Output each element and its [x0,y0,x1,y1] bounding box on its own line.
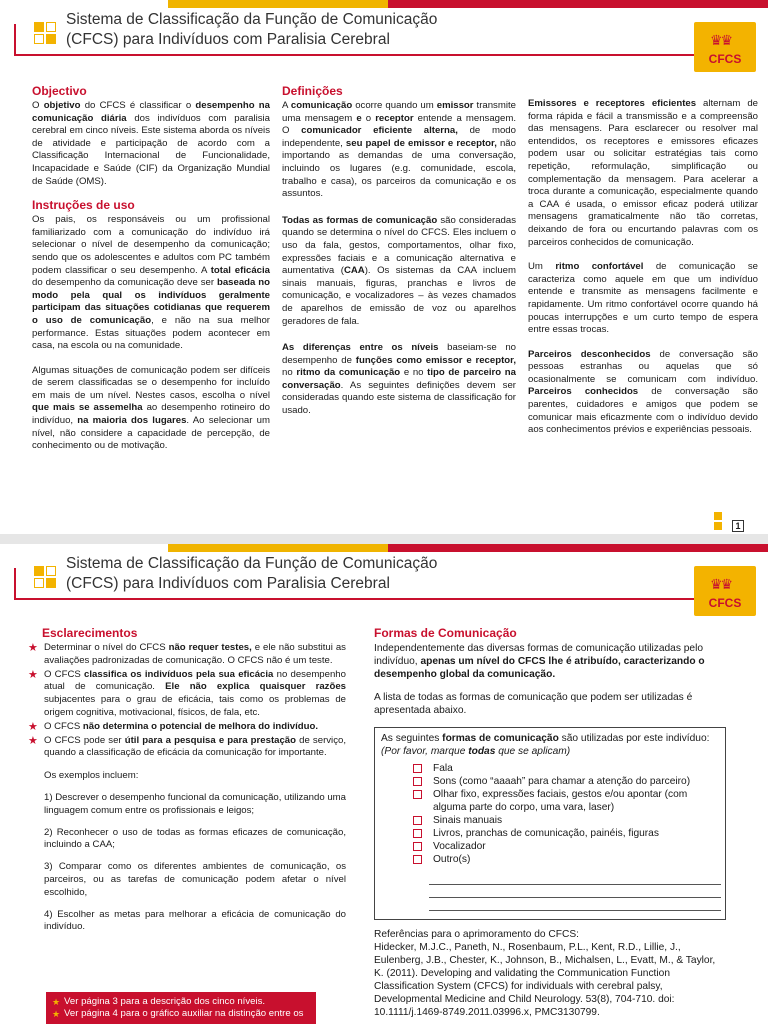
examples-intro: Os exemplos incluem: [44,770,139,782]
page-number-text: 1 [732,520,744,532]
objectivo-text: O objetivo do CFCS é classificar o desempenho na comunicação diária dos indivíduos com paralisia cerebral em cinco níveis. Este sistema aborda os níveis de atividade e participação de acordo com a Classificação Internacional de Funcionalidade, Incapacidade e Saúde (CIF) da Organização Mundial de Saúde (OMS). [32,100,270,187]
formas-list-intro: A lista de todas as formas de comunicação que podem ser utilizadas é apresentada abaixo. [374,692,693,716]
blank-line[interactable] [429,910,721,911]
note-item: ★ Ver página 4 para o gráfico auxiliar na distinção entre os [52,1008,310,1020]
heading-instrucoes: Instruções de uso [32,198,135,213]
header-rule [14,598,754,600]
squares-logo-icon [34,22,58,46]
crown-icon: ♛♛ [710,576,732,592]
column-2 [282,84,516,428]
list-item: ★ Determinar o nível do CFCS não requer testes, e ele não substitui as avaliações padronizadas de comunicação. O CFCS não é um teste. [28,642,346,668]
header-stripe-red [388,0,768,8]
checkbox-icon[interactable] [413,764,422,773]
document-title [66,10,526,50]
header-rule-vertical [14,568,16,598]
box-subinstruction: (Por favor, marque todas que se aplicam) [381,746,571,757]
title-line-1: Sistema de Classificação da Função de Comunicação [66,11,438,28]
squares-logo-icon [34,566,58,590]
list-item: ★ O CFCS classifica os indivíduos pela sua eficácia no desempenho atual de comunicação. Ele não explica quaisquer razões subjacentes para o grau de eficácia, tais como os problemas de origem cognitiva, motivacional, físicos, de fala, etc. [28,669,346,720]
example-3: 3) Comparar como os diferentes ambientes de comunicação, os parceiros, ou as tarefas de comunicação podem afetar o nível escolhido, [44,861,346,898]
option-olhar-fixo[interactable]: Olhar fixo, expressões faciais, gestos e/ou apontar (com alguma parte do corpo, uma vara, laser) [381,788,719,814]
option-sons[interactable]: Sons (como “aaaah” para chamar a atenção do parceiro) [381,775,719,788]
definicoes-text-1: A comunicação ocorre quando um emissor transmite uma mensagem e o receptor entende a mensagem. O comunicador eficiente alterna, de modo independente, seu papel de emissor e receptor, não importando as demandas de uma conversação, incluindo os lugares (e.g. comunidade, escola, trabalho e casa), os parceiros da comunicação e os assuntos. [282,100,516,200]
title-line-1: Sistema de Classificação da Função de Comunicação [66,555,438,572]
option-livros-pranchas[interactable]: Livros, pranchas de comunicação, painéis, figuras [381,827,719,840]
checkbox-icon[interactable] [413,790,422,799]
references [374,928,726,1019]
column-1 [32,84,270,463]
page-2 [0,544,768,1024]
definicoes-text-2: Todas as formas de comunicação são consideradas quando se determina o nível do CFCS. Eles incluem o uso da fala, gestos, comportamentos, olhar fixo, expressões faciais e a comunicação alternativa e aumentativa (CAA). Os sistemas da CAA incluem sinais manuais, figuras, pranchas e livros de comunicação, e vocalizadores – às vezes chamados de aparelhos de emissão de voz ou aparelhos geradores de fala. [282,214,517,327]
option-fala[interactable]: Fala [381,762,719,775]
cfcs-logo-text: CFCS [708,596,742,610]
option-sinais-manuais[interactable]: Sinais manuais [381,814,719,827]
instrucoes-text-2: Algumas situações de comunicação podem ser difíceis de serem classificadas se o desempenho for incluído em mais de um nível. Nestes casos, escolha o nível que mais se assemelha ao desempenho rotineiro do indivíduo, na maioria dos lugares. Ao selecionar um nível, não considere a capacidade de percepção, de conhecimento ou de motivação. [32,364,270,452]
blank-line[interactable] [429,884,721,885]
checkbox-icon[interactable] [413,829,422,838]
example-1: 1) Descrever o desempenho funcional da comunicação, utilizando uma linguagem comum entre os profissionais e leigos; [44,791,346,816]
crown-icon: ♛♛ [710,32,732,48]
heading-formas: Formas de Comunicação [374,626,517,640]
heading-definicoes: Definições [282,84,343,98]
heading-esclarecimentos: Esclarecimentos [42,626,138,640]
column-3 [528,98,758,447]
emissores-text: Emissores e receptores eficientes alternam de forma rápida e fácil a transmissão e a compreensão das mensagens. Para esclarecer ou resolver mal entendidos, os receptores e emissores eficazes podem usar ou solicitar estratégias tais como repetição, reformulação, simplificação ou complementação da mensagem. Para acelerar a troca durante a comunicação, especialmente quando a CAA é usada, o emissor eficaz poderá utilizar mensagens gramaticalmente não tão corretas, deixando de fora ou encurtando palavras com os parceiros conhecidos de comunicação. [528,98,758,248]
checkbox-icon[interactable] [413,816,422,825]
checkbox-icon[interactable] [413,842,422,851]
cfcs-logo-text: CFCS [708,52,742,66]
esclarecimentos-list [28,642,346,760]
example-2: 2) Reconhecer o uso de todas as formas eficazes de comunicação, incluindo a CAA; [44,826,346,851]
formas-column [374,626,726,1019]
title-line-2: (CFCS) para Indivíduos com Paralisia Cerebral [66,575,390,592]
heading-objectivo: Objectivo [32,84,87,98]
checkbox-icon[interactable] [413,855,422,864]
option-vocalizador[interactable]: Vocalizador [381,840,719,853]
instrucoes-text-1: Os pais, os responsáveis ou um profissional familiarizado com a comunicação do indivíduo irá selecionar o nível de desempenho da comunicação; sendo que os adolescentes e adultos com PC também podem classificar o seu desempenho. A total eficácia do desempenho da comunicação deve ser baseada no modo pela qual os indivíduos geralmente participam das situações cotidianas que requerem o uso de comunicação, e não na sua melhor performance. Estas situações podem acontecer em casa, na escola ou na comunidade. [32,214,270,352]
header-rule-vertical [14,24,16,54]
cfcs-logo [694,566,756,616]
checkbox-icon[interactable] [413,777,422,786]
title-line-2: (CFCS) para Indivíduos com Paralisia Cerebral [66,31,390,48]
references-text: Hidecker, M.J.C., Paneth, N., Rosenbaum, P.L., Kent, R.D., Lillie, J., Eulenberg, J.B., Chester, K., Johnson, B., Michalsen, L., Evatt, M., & Taylor, K. (2011). Developing and validating the Communication Function Classification System (CFCS) for individuals with cerebral palsy, Developmental Medicine and Child Neurology. 53(8), 704-710. doi: 10.1111/j.1469-8749.2011.03996.x, PMC3130799. [374,942,716,1018]
definicoes-text-3: As diferenças entre os níveis baseiam-se no desempenho de funções como emissor e receptor, no ritmo da comunicação e no tipo de parceiro na conversação. As seguintes definições devem ser consideradas quando este sistema de classificação for usado. [282,342,517,417]
box-instruction: As seguintes formas de comunicação são utilizadas por este indivíduo: [381,733,710,744]
communication-forms-box [374,727,726,920]
examples [28,770,346,934]
document-title [66,554,526,594]
header-stripe-red [388,544,768,552]
parceiros-text: Parceiros desconhecidos de conversação são pessoas estranhas ou aquelas que só ocasionalmente se comunicam com indivíduo. Parceiros conhecidos de conversação são parentes, cuidadores e amigos que podem se comunicar mais eficazmente com o indivíduo devido aos conhecimentos prévios e experiências pessoais. [528,348,758,436]
page-number [714,512,744,534]
formas-intro: Independentemente das diversas formas de comunicação utilizadas pelo indivíduo, apenas um nível do CFCS lhe é atribuído, caracterizando o desempenho global da comunicação. [374,643,705,680]
ritmo-text: Um ritmo confortável de comunicação se caracteriza como aquele em que um indivíduo entende e transmite as mensagens facilmente e rapidamente. Um ritmo confortável ocorre quando há poucas interrupções e um curto tempo de espera entre essas trocas. [528,261,758,336]
option-outros[interactable]: Outro(s) [381,853,719,866]
example-4: 4) Escolher as metas para melhorar a eficácia de comunicação do indivíduo. [44,908,346,933]
list-item: ★ O CFCS pode ser útil para a pesquisa e para prestação de serviço, quando a classificação de eficácia da comunicação for importante. [28,735,346,761]
esclarecimentos-column [28,626,346,943]
note-item: ★ Ver página 3 para a descrição dos cinco níveis. [52,996,310,1008]
cfcs-logo [694,22,756,72]
header-stripe-yellow [168,544,388,552]
list-item: ★ O CFCS não determina o potencial de melhora do indivíduo. [28,721,346,734]
header-rule [14,54,754,56]
page-references-note [46,992,316,1024]
header-stripe-yellow [168,0,388,8]
references-heading: Referências para o aprimoramento do CFCS: [374,929,579,940]
blank-line[interactable] [429,897,721,898]
